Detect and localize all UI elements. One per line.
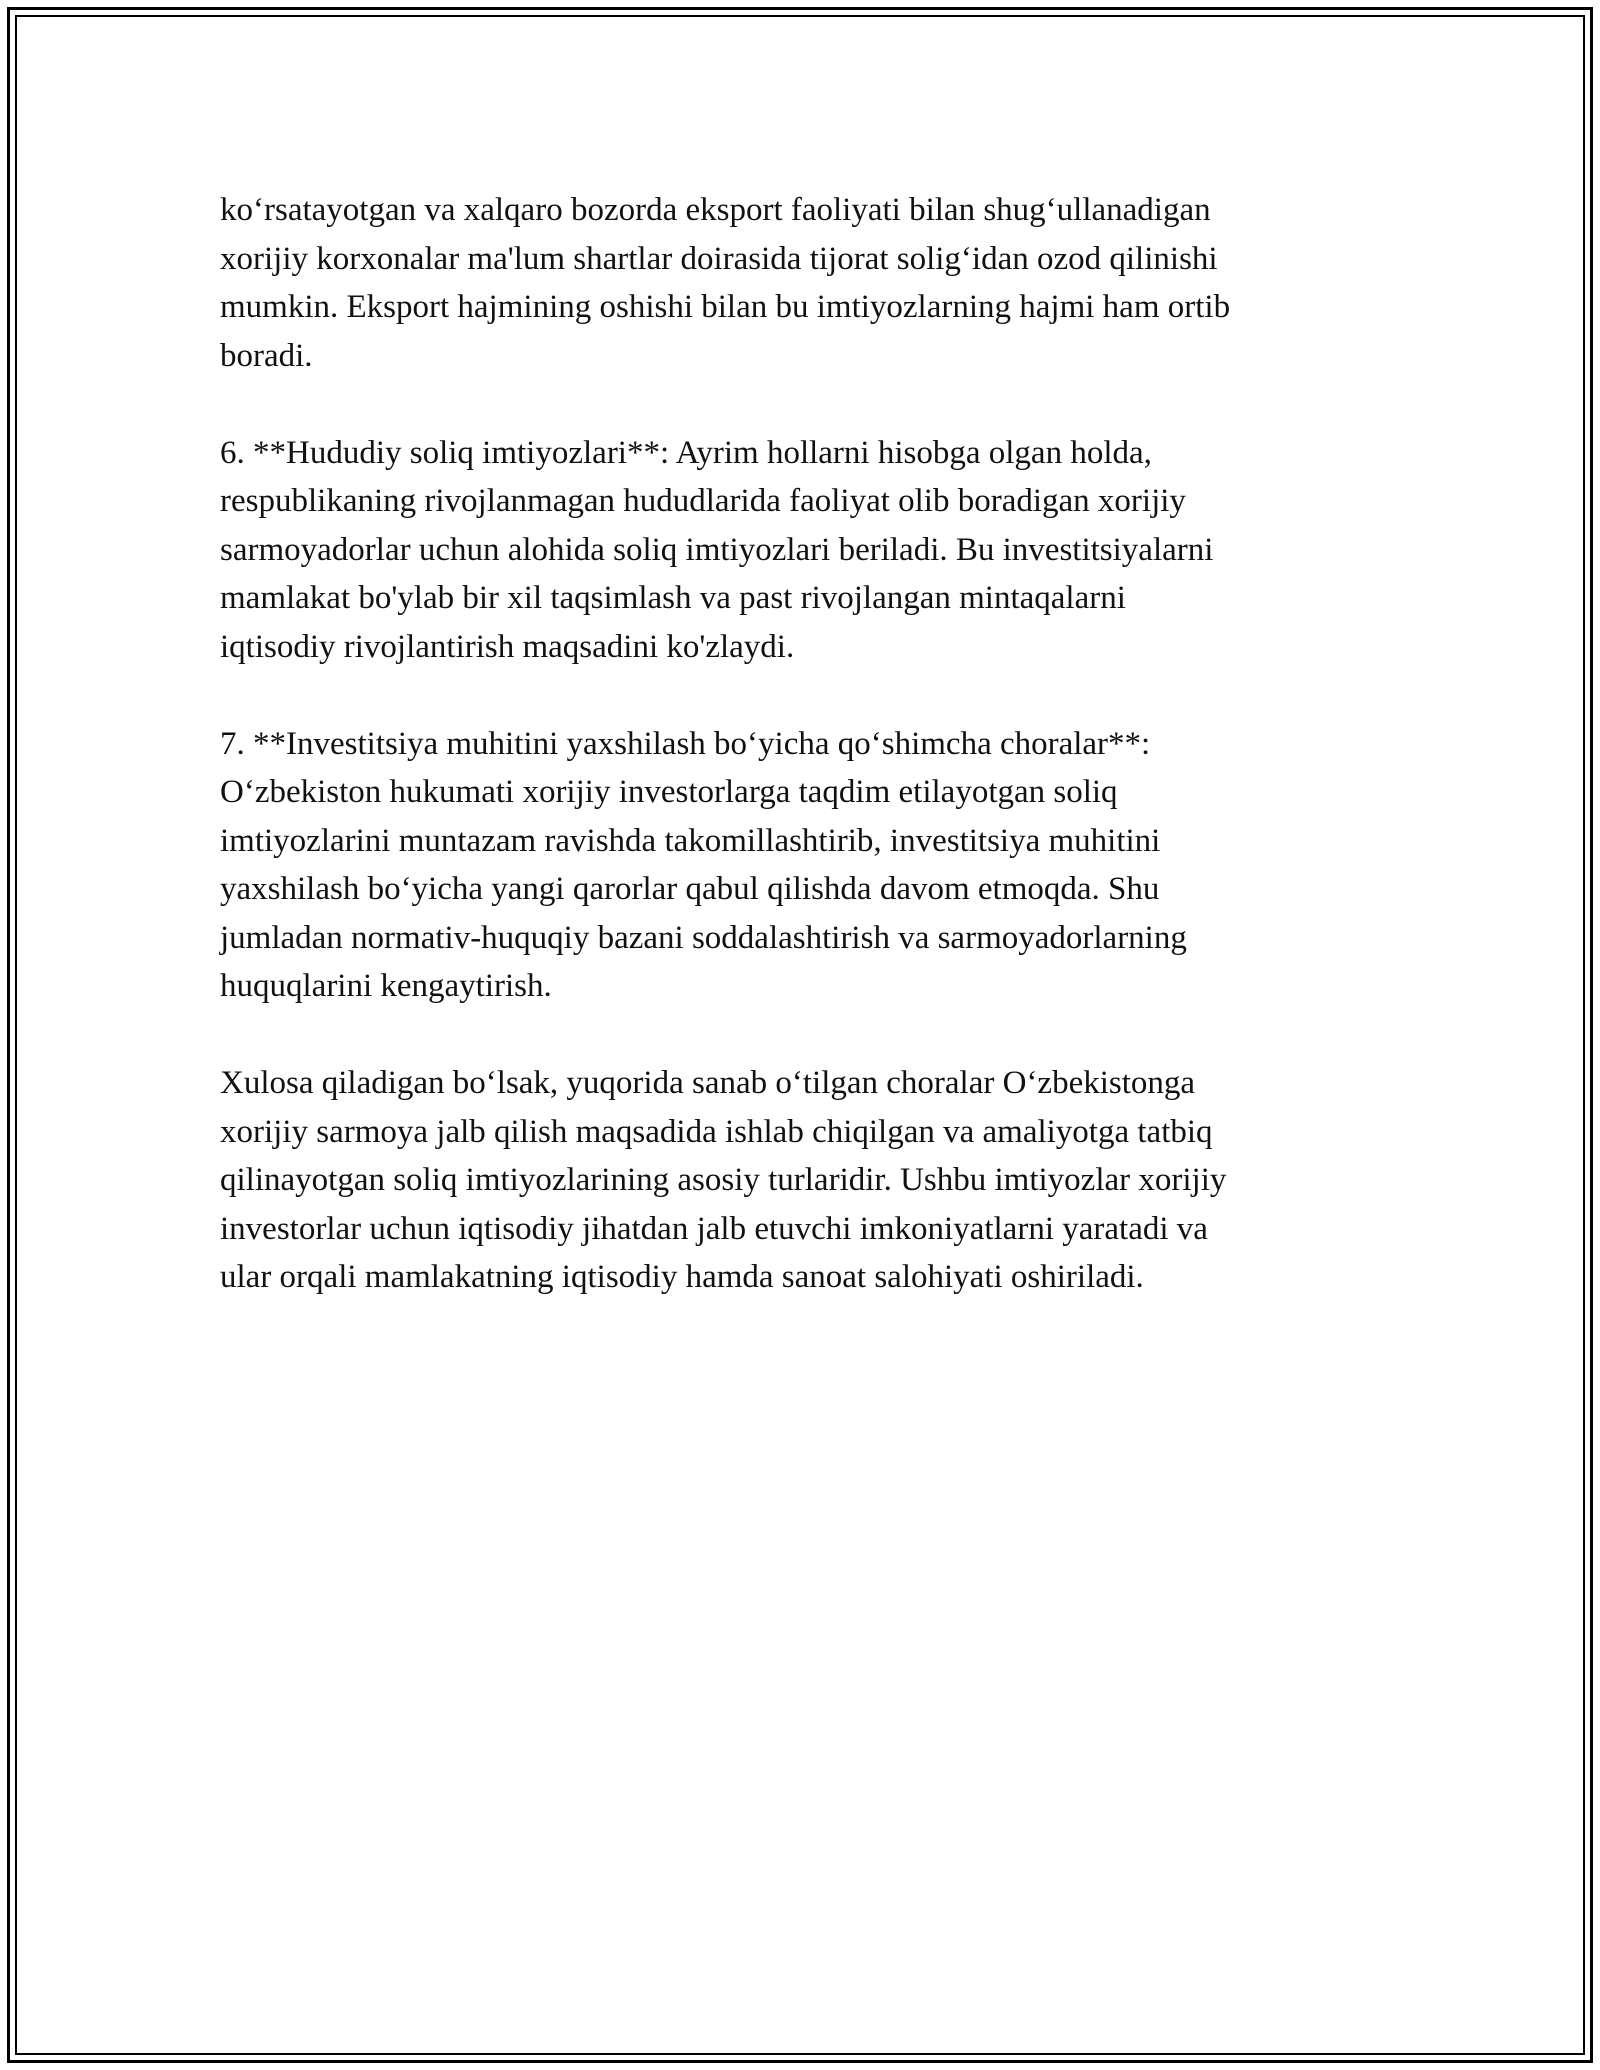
text-line: huquqlarini kengaytirish. [220,968,552,1004]
paragraph-conclusion [220,1059,1380,1302]
text-line: qilinayotgan soliq imtiyozlarining asosiy turlaridir. Ushbu imtiyozlar xorijiy [220,1162,1227,1198]
text-line: Xulosa qiladigan bo‘lsak, yuqorida sanab o‘tilgan choralar O‘zbekistonga [220,1065,1196,1101]
text-line: boradi. [220,337,313,374]
text-line: jumladan normativ-huquqiy bazani soddalashtirish va sarmoyadorlarning [220,919,1187,956]
text-line: sarmoyadorlar uchun alohida soliq imtiyozlari beriladi. Bu investitsiyalarni [220,531,1214,568]
text-line: xorijiy sarmoya jalb qilish maqsadida ishlab chiqilgan va amaliyotga tatbiq [220,1113,1213,1150]
text-line: 7. **Investitsiya muhitini yaxshilash bo‘yicha qo‘shimcha choralar**: [220,725,1151,762]
text-line: imtiyozlarini muntazam ravishda takomillashtirib, investitsiya muhitini [220,822,1161,859]
text-line: O‘zbekiston hukumati xorijiy investorlarga taqdim etilayotgan soliq [220,774,1118,810]
text-line: mamlakat bo'ylab bir xil taqsimlash va past rivojlangan mintaqalarni [220,580,1126,616]
paragraph-regional-tax-benefits [220,429,1380,672]
paragraph-export-benefits [220,186,1380,380]
text-line: ko‘rsatayotgan va xalqaro bozorda eksport faoliyati bilan shug‘ullanadigan [220,192,1211,228]
text-line: yaxshilash bo‘yicha yangi qarorlar qabul qilishda davom etmoqda. Shu [220,871,1160,907]
text-line: investorlar uchun iqtisodiy jihatdan jalb etuvchi imkoniyatlarni yaratadi va [220,1210,1208,1247]
document-body [220,186,1380,1350]
text-line: respublikaning rivojlanmagan hududlarida faoliyat olib boradigan xorijiy [220,483,1186,519]
text-line: mumkin. Eksport hajmining oshishi bilan bu imtiyozlarning hajmi ham ortib [220,289,1231,325]
text-line: xorijiy korxonalar ma'lum shartlar doirasida tijorat solig‘idan ozod qilinishi [220,240,1218,277]
paragraph-investment-climate [220,720,1380,1011]
text-line: 6. **Hududiy soliq imtiyozlari**: Ayrim hollarni hisobga olgan holda, [220,434,1152,471]
text-line: ular orqali mamlakatning iqtisodiy hamda sanoat salohiyati oshiriladi. [220,1259,1144,1295]
text-line: iqtisodiy rivojlantirish maqsadini ko'zlaydi. [220,628,795,665]
